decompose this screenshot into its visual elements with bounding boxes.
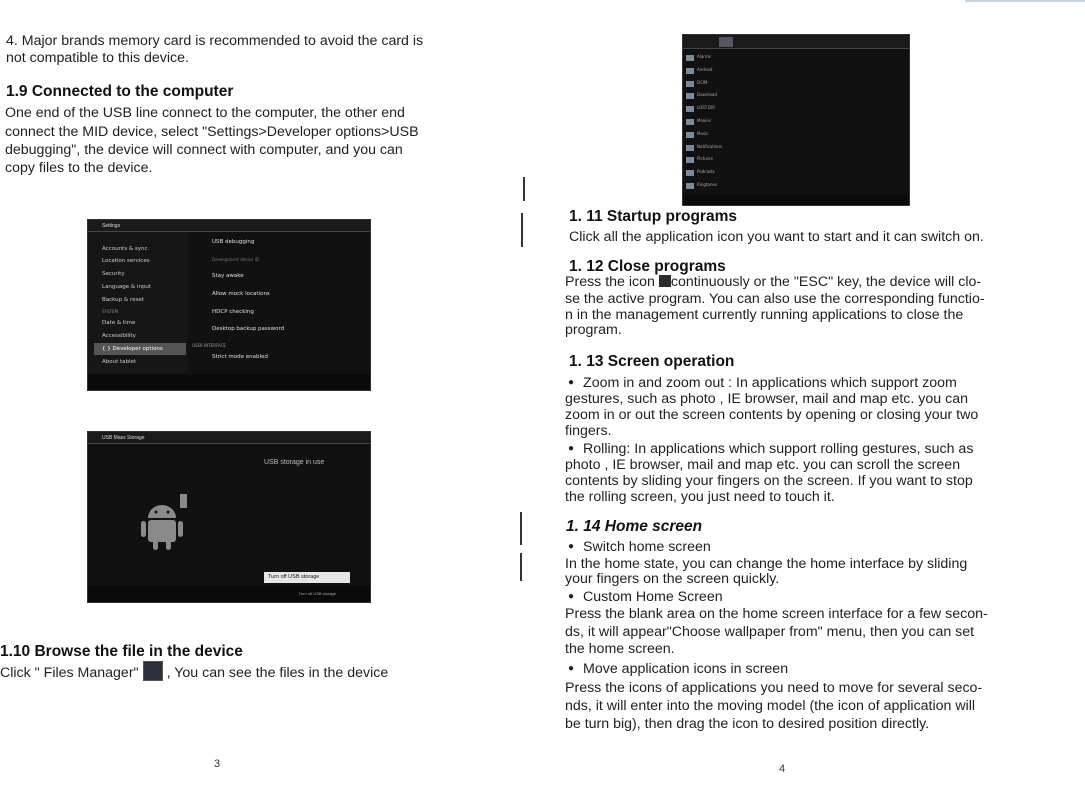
settings-title: Settings (102, 223, 121, 229)
binding-mark (523, 177, 525, 201)
sec114-custom-line-3: the home screen. (565, 641, 675, 657)
sec114-custom-line-1: Press the blank area on the home screen interface for a few secon- (565, 606, 988, 622)
sec113-roll-line-2: photo , IE browser, mail and map etc. you can scroll the screen (565, 457, 961, 473)
settings-section-system: SYSTEM (102, 309, 118, 314)
folder-name: Android (697, 66, 713, 72)
folder-name: DCIM (697, 79, 708, 85)
sec113-roll-line-1: ● Rolling: In applications which support rolling gestures, such as (568, 441, 973, 458)
sec113-roll-line-3: contents by sliding your fingers on the screen. If you want to stop (565, 473, 973, 489)
setting-device-id: Development device ID (212, 257, 259, 262)
folder-icon (686, 132, 694, 138)
folder-icon (686, 183, 694, 189)
section-1-13-title: 1. 13 Screen operation (569, 353, 735, 370)
binding-mark (521, 213, 523, 247)
folder-icon (686, 157, 694, 163)
folder-icon (686, 106, 694, 112)
sec113-zoom-line-2: gestures, such as photo , IE browser, mail and map etc. you can (565, 391, 968, 407)
setting-backup-password: Desktop backup password (212, 326, 285, 332)
sec113-roll-line-4: the rolling screen, you just need to touch it. (565, 489, 835, 505)
folder-name: Alarms (697, 54, 711, 59)
setting-strict-mode: Strict mode enabled (212, 354, 268, 360)
sec111-line: Click all the application icon you want to start and it can switch on. (569, 229, 984, 245)
usb-title: USB Mass Storage (102, 435, 145, 441)
folder-row[interactable] (686, 143, 886, 153)
file-manager-screenshot (682, 34, 910, 206)
section-1-10-title: 1.10 Browse the file in the device (0, 643, 243, 660)
sec110-line (0, 661, 388, 682)
folder-icon (686, 145, 694, 151)
sec114-custom-title: ● Custom Home Screen (568, 589, 723, 606)
usb-heading: USB storage in use (264, 459, 325, 466)
folder-icon (686, 119, 694, 125)
sec19-line-2: connect the MID device, select "Settings>Developer options>USB (5, 124, 419, 140)
android-robot-icon (140, 492, 190, 552)
page-number-right: 4 (779, 763, 786, 775)
folder-name: Pictures (697, 156, 713, 162)
file-manager-toolbar (683, 35, 909, 49)
sec110-text-after: , You can see the files in the device (166, 665, 389, 681)
folder-row[interactable] (686, 117, 886, 127)
settings-item-about: About tablet (102, 359, 137, 365)
folder-row[interactable] (686, 181, 886, 191)
sec114-move-line-2: nds, it will enter into the moving model (the icon of application will (565, 698, 976, 714)
page-number-left: 3 (214, 758, 221, 770)
page-left (0, 0, 520, 791)
home-tab-icon (719, 37, 733, 47)
section-1-14-title: 1. 14 Home screen (566, 518, 703, 535)
sec112-text-after: continuously or the "ESC" key, the device will clo- (670, 274, 982, 290)
folder-name: Podcasts (697, 169, 715, 175)
settings-item-accessibility: Accessibility (102, 333, 136, 339)
folder-icon (686, 93, 694, 99)
section-1-11-title: 1. 11 Startup programs (569, 208, 737, 225)
folder-row[interactable] (686, 104, 886, 114)
folder-name: Movies (697, 118, 711, 123)
folder-name: Music (697, 130, 709, 136)
settings-item-security: Security (102, 271, 125, 277)
setting-section-ui: USER INTERFACE (192, 343, 226, 348)
sec110-text-before: Click " Files Manager" (0, 665, 139, 681)
settings-item-date: Date & time (102, 320, 136, 326)
sec112-text-before: Press the icon (565, 274, 655, 290)
section-1-12-title: 1. 12 Close programs (569, 258, 726, 275)
sec114-move-line-1: Press the icons of applications you need to move for several seco- (565, 680, 983, 696)
folder-row[interactable] (686, 91, 886, 101)
folder-icon (686, 55, 694, 61)
setting-stay-awake: Stay awake (212, 273, 244, 279)
setting-usb-debugging: USB debugging (212, 239, 255, 245)
intro-line-2: not compatible to this device. (6, 50, 189, 66)
turn-off-usb-button[interactable] (264, 572, 350, 583)
folder-name: Ringtones (697, 182, 718, 187)
folder-row[interactable] (686, 130, 886, 140)
folder-icon (686, 170, 694, 176)
page-right (560, 0, 1085, 791)
recent-apps-icon (659, 275, 671, 287)
sec114-move-line-3: be turn big), then drag the icon to desired position directly. (565, 716, 930, 732)
turn-off-usb-button-label: Turn off USB storage (268, 574, 320, 580)
sec114-switch-line-1: In the home state, you can change the home interface by sliding (565, 556, 968, 572)
section-1-9-title: 1.9 Connected to the computer (6, 83, 234, 100)
settings-title-bar (88, 220, 370, 232)
sec113-zoom-line-3: zoom in or out the screen contents by opening or closing your two (565, 407, 979, 423)
sec112-line-1 (565, 274, 981, 291)
sec113-zoom-line-4: fingers. (565, 423, 612, 439)
sec19-line-1: One end of the USB line connect to the computer, the other end (5, 105, 405, 121)
sec19-line-3: debugging", the device will connect with computer, and you can (5, 142, 403, 158)
sec114-move-title: ● Move application icons in screen (568, 661, 788, 678)
folder-name: Notifications (697, 143, 723, 149)
settings-screenshot (87, 219, 371, 391)
usb-storage-screenshot (87, 431, 371, 603)
files-manager-icon (143, 661, 163, 681)
usb-nav-bar (88, 586, 370, 602)
usb-title-bar (88, 432, 370, 444)
sec114-switch-title: ● Switch home screen (568, 539, 711, 556)
sec114-custom-line-2: ds, it will appear"Choose wallpaper from" menu, then you can set (565, 624, 975, 640)
folder-row[interactable] (686, 79, 886, 89)
sec112-line-2: se the active program. You can also use the corresponding functio- (565, 291, 985, 307)
folder-icon (686, 81, 694, 87)
binding-mark (520, 512, 522, 545)
settings-nav-bar (88, 374, 370, 390)
folder-row[interactable] (686, 168, 886, 178)
sec114-switch-line-2: your fingers on the screen quickly. (565, 571, 780, 587)
intro-line-1: 4. Major brands memory card is recommended to avoid the card is (6, 33, 424, 49)
sec112-line-4: program. (565, 322, 622, 338)
binding-mark (520, 553, 522, 581)
usb-status-text: Turn off USB storage (298, 591, 336, 596)
sec112-line-3: n in the management currently running applications to close the (565, 307, 964, 323)
settings-item-location: Location services (102, 258, 150, 264)
settings-item-accounts: Accounts & sync (102, 246, 148, 252)
folder-row[interactable] (686, 155, 886, 165)
sec113-zoom-line-1: ● Zoom in and zoom out : In applications which support zoom (568, 375, 957, 392)
setting-hdcp: HDCP checking (212, 309, 254, 315)
settings-item-developer: { } Developer options (102, 346, 163, 352)
settings-item-backup: Backup & reset (102, 297, 144, 303)
folder-row[interactable] (686, 53, 886, 63)
folder-icon (686, 68, 694, 74)
folder-name: Download (697, 92, 717, 98)
folder-row[interactable] (686, 66, 886, 76)
setting-mock-locations: Allow mock locations (212, 291, 270, 297)
folder-name: LOST.DIR (697, 105, 716, 111)
sec19-line-4: copy files to the device. (5, 160, 153, 176)
settings-item-language: Language & input (102, 284, 152, 290)
file-manager-nav-bar (683, 195, 909, 205)
